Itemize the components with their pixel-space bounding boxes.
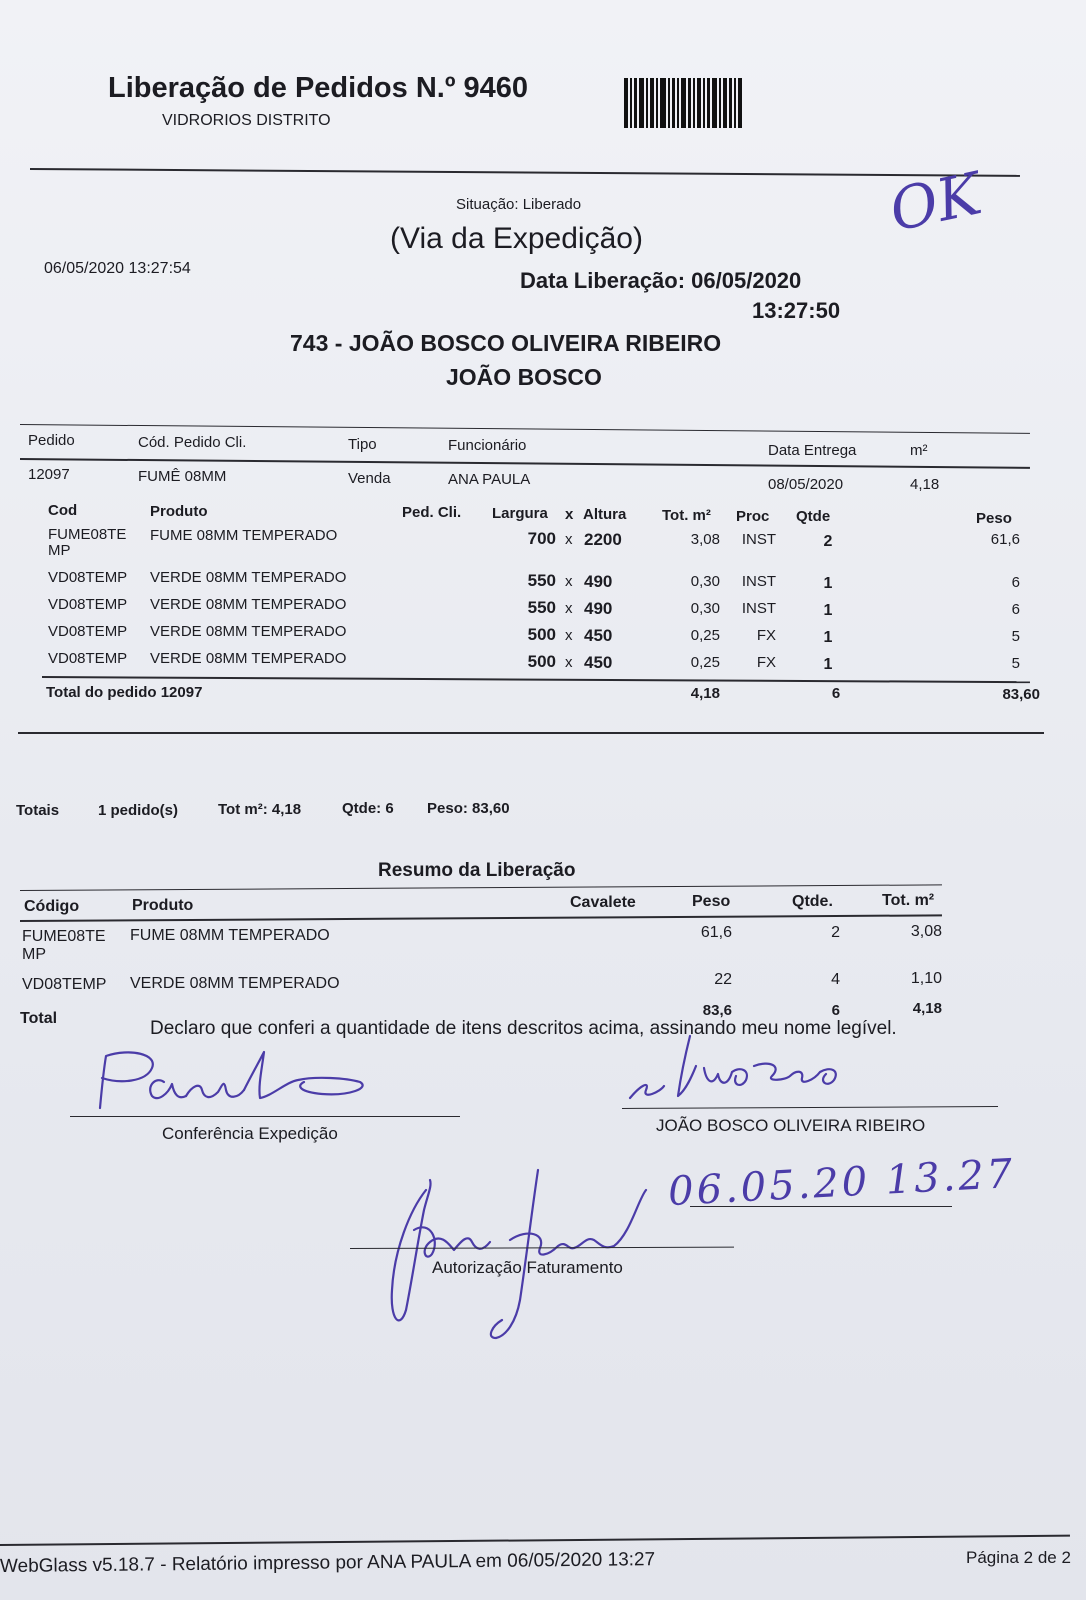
- item-tot-m2: 3,08: [690, 531, 720, 548]
- order-funcionario: ANA PAULA: [448, 471, 531, 488]
- resumo-col-codigo: Código: [24, 898, 80, 915]
- header-divider: [30, 168, 1020, 177]
- item-altura: 450: [584, 626, 613, 645]
- resumo-peso: 61,6: [700, 924, 732, 941]
- items-col-proc: Proc: [736, 508, 770, 525]
- resumo-top-rule: [20, 884, 942, 891]
- data-liberacao-time: 13:27:50: [752, 298, 841, 323]
- declaration-text: Declaro que conferi a quantidade de itens descritos acima, assinando meu nome legível.: [150, 1018, 897, 1039]
- resumo-col-peso: Peso: [692, 893, 731, 910]
- signature-client: [620, 1030, 870, 1110]
- footer-rule: [0, 1535, 1070, 1546]
- item-largura: 500: [527, 652, 556, 671]
- resumo-col-cavalete: Cavalete: [570, 894, 636, 911]
- item-qtde: 1: [823, 629, 833, 646]
- client-signature-label: JOÃO BOSCO OLIVEIRA RIBEIRO: [656, 1116, 926, 1135]
- item-peso: 5: [1011, 628, 1020, 645]
- order-total-rule: [42, 676, 1030, 683]
- item-x: x: [565, 531, 573, 548]
- item-peso: 61,6: [990, 531, 1020, 548]
- items-col-altura: Altura: [583, 506, 627, 523]
- item-tot-m2: 0,25: [690, 627, 720, 644]
- totals-m2: Tot m²: 4,18: [218, 801, 302, 818]
- items-col-x: x: [565, 506, 574, 523]
- resumo-col-produto: Produto: [132, 897, 194, 914]
- item-produto: FUME 08MM TEMPERADO: [150, 527, 338, 544]
- order-total-label: Total do pedido 12097: [46, 684, 203, 701]
- item-proc: INST: [741, 600, 776, 617]
- item-tot-m2: 0,25: [690, 654, 720, 671]
- item-peso: 5: [1011, 655, 1020, 672]
- resumo-produto: FUME 08MM TEMPERADO: [130, 927, 330, 944]
- item-altura: 490: [584, 572, 613, 591]
- items-col-ped-cli: Ped. Cli.: [402, 504, 462, 521]
- items-col-qtde: Qtde: [796, 508, 831, 525]
- resumo-total-tot-m2: 4,18: [912, 1000, 942, 1017]
- item-cod: VD08TEMP: [48, 650, 128, 667]
- resumo-col-qtde: Qtde.: [792, 893, 833, 910]
- order-m2: 4,18: [910, 476, 940, 493]
- print-datetime: 06/05/2020 13:27:54: [44, 260, 191, 277]
- resumo-col-tot-m2: Tot. m²: [882, 892, 935, 909]
- conferencia-label: Conferência Expedição: [162, 1124, 338, 1143]
- totals-peso: Peso: 83,60: [427, 800, 510, 817]
- item-peso: 6: [1011, 574, 1020, 591]
- item-cod: FUME08TE: [48, 526, 127, 543]
- resumo-qtde: 4: [831, 971, 840, 988]
- items-col-tot-m2: Tot. m²: [662, 507, 711, 524]
- item-produto: VERDE 08MM TEMPERADO: [150, 569, 347, 586]
- via-title: (Via da Expedição): [390, 222, 643, 255]
- totals-qtde: Qtde: 6: [342, 800, 394, 817]
- item-cod: VD08TEMP: [48, 623, 128, 640]
- autorizacao-label: Autorização Faturamento: [432, 1258, 623, 1277]
- items-col-cod: Cod: [48, 502, 78, 519]
- client-name: 743 - JOÃO BOSCO OLIVEIRA RIBEIRO: [290, 330, 722, 356]
- item-tot-m2: 0,30: [690, 573, 720, 590]
- item-cod-cont: MP: [48, 542, 71, 559]
- resumo-total-peso: 83,6: [702, 1002, 732, 1019]
- signature-line-conferencia: [70, 1116, 460, 1117]
- order-total-m2: 4,18: [690, 685, 720, 702]
- resumo-qtde: 2: [831, 924, 840, 941]
- item-qtde: 1: [823, 602, 833, 619]
- resumo-codigo-cont: MP: [22, 946, 46, 963]
- resumo-peso: 22: [714, 971, 732, 988]
- data-liberacao: Data Liberação: 06/05/2020: [520, 268, 802, 293]
- col-tipo: Tipo: [348, 436, 377, 453]
- signature-autorizacao: [370, 1150, 670, 1340]
- item-largura: 500: [527, 625, 556, 644]
- item-peso: 6: [1011, 601, 1020, 618]
- item-x: x: [565, 654, 573, 671]
- resumo-header-rule: [20, 914, 942, 922]
- item-qtde: 1: [823, 575, 833, 592]
- signature-conferencia: [60, 1046, 390, 1116]
- item-produto: VERDE 08MM TEMPERADO: [150, 623, 347, 640]
- resumo-codigo: VD08TEMP: [22, 976, 107, 993]
- item-proc: INST: [741, 531, 776, 548]
- resumo-tot-m2: 3,08: [910, 923, 942, 940]
- item-proc: FX: [756, 654, 776, 671]
- order-total-peso: 83,60: [1002, 686, 1040, 703]
- resumo-total-label: Total: [20, 1010, 58, 1027]
- item-produto: VERDE 08MM TEMPERADO: [150, 650, 347, 667]
- items-col-peso: Peso: [976, 510, 1012, 527]
- col-funcionario: Funcionário: [448, 437, 527, 454]
- order-header-top-rule: [20, 424, 1030, 434]
- ok-handwritten-mark: OK: [883, 159, 987, 245]
- order-total-qtde: 6: [831, 685, 841, 702]
- status-line: Situação: Liberado: [456, 196, 582, 213]
- item-qtde: 2: [823, 533, 833, 550]
- resumo-produto: VERDE 08MM TEMPERADO: [130, 975, 340, 992]
- order-tipo: Venda: [348, 470, 391, 487]
- item-proc: INST: [741, 573, 776, 590]
- footer-printed-by: WebGlass v5.18.7 - Relatório impresso por ANA PAULA em 06/05/2020 13:27: [0, 1549, 656, 1577]
- item-largura: 550: [527, 598, 556, 617]
- footer-page-number: Página 2 de 2: [966, 1548, 1071, 1567]
- report-title: Liberação de Pedidos N.º 9460: [108, 72, 528, 104]
- item-altura: 450: [584, 653, 613, 672]
- client-short-name: JOÃO BOSCO: [446, 364, 602, 390]
- section-divider: [18, 732, 1044, 734]
- item-x: x: [565, 600, 573, 617]
- item-cod: VD08TEMP: [48, 569, 128, 586]
- col-pedido: Pedido: [28, 432, 75, 449]
- totals-pedidos: 1 pedido(s): [98, 802, 179, 819]
- order-pedido: 12097: [28, 466, 70, 483]
- item-x: x: [565, 573, 573, 590]
- totals-label: Totais: [16, 802, 60, 819]
- barcode: [624, 78, 744, 128]
- handwritten-date-underline: [690, 1206, 952, 1207]
- item-cod: VD08TEMP: [48, 596, 128, 613]
- item-qtde: 1: [823, 656, 833, 673]
- item-altura: 2200: [584, 530, 622, 549]
- item-tot-m2: 0,30: [690, 600, 720, 617]
- item-x: x: [565, 627, 573, 644]
- item-altura: 490: [584, 599, 613, 618]
- items-col-produto: Produto: [150, 503, 208, 520]
- col-data-entrega: Data Entrega: [768, 442, 857, 459]
- items-col-largura: Largura: [492, 505, 548, 522]
- item-largura: 550: [527, 571, 556, 590]
- item-proc: FX: [756, 627, 776, 644]
- order-data-entrega: 08/05/2020: [768, 476, 844, 493]
- item-produto: VERDE 08MM TEMPERADO: [150, 596, 347, 613]
- col-cod-pedido-cli: Cód. Pedido Cli.: [138, 434, 247, 451]
- company-name: VIDRORIOS DISTRITO: [162, 112, 331, 129]
- resumo-tot-m2: 1,10: [910, 970, 942, 987]
- handwritten-date: 06.05.20 13.27: [667, 1150, 1017, 1216]
- resumo-total-qtde: 6: [831, 1002, 840, 1019]
- resumo-title: Resumo da Liberação: [378, 860, 576, 881]
- item-largura: 700: [527, 529, 556, 548]
- resumo-codigo: FUME08TE: [22, 928, 106, 945]
- order-cod-cli: FUMÊ 08MM: [138, 468, 227, 485]
- col-m2: m²: [910, 442, 928, 459]
